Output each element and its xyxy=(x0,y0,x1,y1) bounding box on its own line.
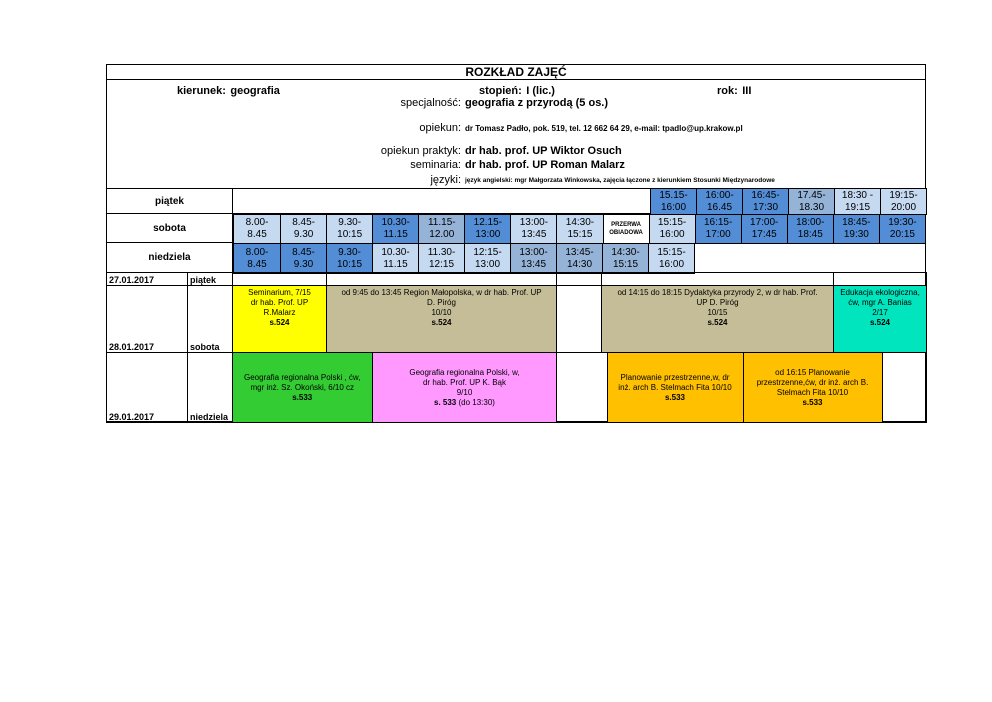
time-slot-sobota xyxy=(373,215,419,244)
class-line: Seminarium, 7/15 xyxy=(248,288,311,297)
class-planowanie-cw xyxy=(743,353,882,422)
class-geografia-regionalna-w xyxy=(372,353,557,422)
time-slot-start: 19:15- xyxy=(889,189,918,201)
class-line: 10/10 xyxy=(431,308,452,317)
time-slot-end: 11.15 xyxy=(383,258,408,270)
time-slot-end: 15:15 xyxy=(567,229,593,240)
time-slot-niedziela xyxy=(327,244,373,274)
class-line: 10/15 xyxy=(707,308,728,317)
time-slot-start: 11.15- xyxy=(427,217,456,228)
grid-day-piatek: piątek xyxy=(107,189,233,214)
class-line: mgr inż. Sz. Okoński, 6/10 cz xyxy=(250,382,355,392)
class-room: s.524 xyxy=(869,318,891,327)
class-line: Stelmach Fita 10/10 xyxy=(776,387,849,397)
class-geografia-regionalna-cw xyxy=(233,353,372,422)
class-line: Geografia regionalna Polski , ćw, xyxy=(243,372,361,382)
class-room: s.533 xyxy=(802,397,823,407)
empty-cell xyxy=(834,273,927,286)
class-line: inż. arch B. Stelmach Fita 10/10 xyxy=(618,382,732,392)
rok-label: rok: xyxy=(717,85,738,97)
time-slot-start: 15:15- xyxy=(657,217,687,228)
time-slot-end: 20:00 xyxy=(890,201,917,213)
sobota-time-grid xyxy=(233,214,926,244)
time-slot-end: 18:45 xyxy=(797,229,823,240)
time-slot-end: 10:15 xyxy=(337,229,363,240)
page-title: ROZKŁAD ZAJĘĆ xyxy=(107,65,925,80)
time-slot-start: 10.30- xyxy=(381,217,410,228)
time-slot-end: OBIADOWA xyxy=(609,230,643,236)
time-slot-sobota xyxy=(511,215,557,244)
time-slot-piatek xyxy=(743,189,789,215)
class-line: od 16:15 Planowanie xyxy=(775,367,850,377)
schedule-row-piatek xyxy=(107,273,927,286)
time-slot-end: 12:15 xyxy=(428,258,455,270)
time-slot-start: 16:45- xyxy=(751,189,780,201)
time-slot-end: 19:15 xyxy=(844,201,871,213)
time-slot-start: 11.30- xyxy=(427,246,456,258)
time-slot-start: 19:30- xyxy=(888,217,917,228)
time-slot-sobota xyxy=(557,215,603,244)
time-slot-niedziela xyxy=(281,244,327,274)
grid-day-sobota: sobota xyxy=(107,214,233,243)
time-slot-end: 20:15 xyxy=(889,229,915,240)
schedule-sheet xyxy=(106,64,926,422)
class-line: Planowanie przestrzenne,w, dr xyxy=(620,372,730,382)
class-line: dr hab. Prof. UP K. Bąk xyxy=(422,377,506,387)
seminaria-label: seminaria: xyxy=(410,159,461,171)
time-slot-end: 11.15 xyxy=(383,229,408,240)
class-room: s. 533 xyxy=(434,397,457,407)
time-slot-end: 12.00 xyxy=(429,229,455,240)
schedule-row-niedziela xyxy=(107,353,927,423)
time-slot-end: 9.30 xyxy=(293,229,314,240)
opiekun-value: dr Tomasz Padło, pok. 519, tel. 12 662 64 29, e-mail: tpadlo@up.krakow.pl xyxy=(465,124,743,133)
time-slot-start: 18:45- xyxy=(842,217,871,228)
time-slot-sobota xyxy=(787,215,833,244)
specjalnosc-label: specjalność: xyxy=(400,97,461,109)
class-line: dr hab. Prof. UP xyxy=(250,298,309,307)
time-slot-sobota xyxy=(695,215,741,244)
opiekun-praktyk-label: opiekun praktyk: xyxy=(380,145,461,157)
time-slot-end: 15:15 xyxy=(612,258,639,270)
schedule-row-sobota xyxy=(107,286,927,353)
time-slot-start: 17.45- xyxy=(797,189,826,201)
time-slot-start: 16:00- xyxy=(705,189,734,201)
time-slot-start: 9.30- xyxy=(338,246,361,258)
time-slot-sobota xyxy=(419,215,465,244)
time-slot-end: 18.30 xyxy=(798,201,825,213)
time-slot-end: 8.45 xyxy=(247,258,267,270)
time-slot-start: 18:00- xyxy=(796,217,825,228)
time-slot-end: 17:00 xyxy=(705,229,731,240)
time-slot-sobota xyxy=(879,215,925,244)
class-room: s.524 xyxy=(431,318,452,327)
time-slot-start: 8.00- xyxy=(245,246,269,258)
time-slot-end: 17:45 xyxy=(751,229,777,240)
time-slot-niedziela xyxy=(465,244,511,274)
time-slot-niedziela xyxy=(557,244,603,274)
niedziela-split-cell xyxy=(233,353,557,423)
class-room-note: (do 13:30) xyxy=(456,397,495,407)
time-slot-end: 16:00 xyxy=(660,201,687,213)
empty-cell xyxy=(602,273,834,286)
grid-day-niedziela: niedziela xyxy=(107,243,233,273)
class-region-malopolska xyxy=(327,286,557,353)
time-slot-piatek xyxy=(835,189,881,215)
class-line: R.Malarz xyxy=(263,308,296,317)
time-slot-end: 13:00 xyxy=(474,258,501,270)
time-slot-piatek xyxy=(881,189,927,215)
time-slot-end: 9.30 xyxy=(293,258,314,270)
time-slot-end: 13:45 xyxy=(520,258,547,270)
empty-cell xyxy=(557,273,602,286)
time-slot-start: 13:00- xyxy=(519,217,549,228)
class-line: 2/17 xyxy=(872,308,888,317)
opiekun-praktyk-value: dr hab. prof. UP Wiktor Osuch xyxy=(465,145,622,157)
time-slot-end: 14:30 xyxy=(566,258,593,270)
time-slot-start: 14:30- xyxy=(611,246,640,258)
time-slot-sobota xyxy=(741,215,787,244)
empty-cell xyxy=(327,273,557,286)
time-slot-niedziela xyxy=(419,244,465,274)
time-slot-start: 8.45- xyxy=(292,246,315,258)
time-slot-sobota xyxy=(603,215,649,244)
rok-row xyxy=(717,81,751,99)
time-slot-start: 15.15- xyxy=(659,189,688,201)
time-slot-start: 14:30- xyxy=(565,217,595,228)
time-slot-start: 12:15- xyxy=(473,246,502,258)
kierunek-row xyxy=(177,81,280,99)
jezyki-value: język angielski: mgr Małgorzata Winkowska, zajęcia łączone z kierunkiem Stosunki Międzynarodowe xyxy=(465,177,775,184)
time-slot-piatek xyxy=(789,189,835,215)
time-slot-start: 13:00- xyxy=(519,246,548,258)
time-slot-niedziela xyxy=(511,244,557,274)
time-slot-niedziela xyxy=(649,244,695,274)
class-room: s.524 xyxy=(269,318,290,327)
time-slot-end: 19:30 xyxy=(843,229,869,240)
time-slot-end: 16:00 xyxy=(659,229,685,240)
class-dydaktyka-przyrody xyxy=(602,286,834,353)
time-slot-sobota xyxy=(327,215,373,244)
grid-empty-piatek xyxy=(233,189,651,214)
time-slot-start: 8.00- xyxy=(245,217,269,228)
time-slot-end: 8.45 xyxy=(247,229,267,240)
class-line: D. Piróg xyxy=(427,298,456,307)
schedule-day: piątek xyxy=(188,273,233,286)
time-slot-end: 13:45 xyxy=(521,229,547,240)
class-line: Edukacja ekologiczna, xyxy=(840,288,920,297)
stopien-value: I (lic.) xyxy=(526,85,555,97)
empty-cell xyxy=(557,353,607,422)
class-room: s.533 xyxy=(664,392,686,402)
time-slot-sobota xyxy=(465,215,511,244)
time-slot-start: 9.30- xyxy=(338,217,362,228)
schedule-table xyxy=(106,272,927,423)
time-slot-start: 10.30- xyxy=(381,246,410,258)
time-slot-end: 13:00 xyxy=(475,229,501,240)
kierunek-label: kierunek: xyxy=(177,85,226,97)
schedule-date: 28.01.2017 xyxy=(107,286,188,353)
time-slot-sobota xyxy=(234,215,281,244)
niedziela-time-grid xyxy=(233,243,695,274)
time-slot-start: 18:30 - xyxy=(841,189,874,201)
time-slot-start: 17:00- xyxy=(750,217,779,228)
stopien-label: stopień: xyxy=(479,85,522,97)
kierunek-value: geografia xyxy=(230,85,280,97)
time-slot-sobota xyxy=(281,215,327,244)
class-line: ćw, mgr A. Banias xyxy=(848,298,912,307)
class-line: od 9:45 do 13:45 Region Małopolska, w dr hab. Prof. UP xyxy=(341,288,542,297)
time-slot-end: 16:00 xyxy=(658,258,685,270)
jezyki-label: języki: xyxy=(430,174,461,186)
time-slot-niedziela xyxy=(603,244,649,274)
class-line: 9/10 xyxy=(456,387,473,397)
schedule-day: niedziela xyxy=(188,353,233,423)
time-slot-niedziela xyxy=(373,244,419,274)
time-slot-piatek xyxy=(651,189,697,215)
niedziela-split-cell xyxy=(557,353,927,423)
class-edukacja-ekologiczna xyxy=(834,286,927,353)
class-line: od 14:15 do 18:15 Dydaktyka przyrody 2, w dr hab. Prof. xyxy=(617,288,818,297)
class-line: UP D. Piróg xyxy=(696,298,739,307)
time-slot-start: 12.15- xyxy=(473,217,503,228)
time-slot-niedziela xyxy=(234,244,281,274)
time-slot-start: 15:15- xyxy=(657,246,686,258)
time-slot-start: 13:45- xyxy=(565,246,594,258)
time-slot-start: 16:15- xyxy=(703,217,733,228)
piatek-time-grid xyxy=(650,188,927,215)
specjalnosc-value: geografia z przyrodą (5 os.) xyxy=(465,97,609,109)
seminaria-value: dr hab. prof. UP Roman Malarz xyxy=(465,159,625,171)
time-slot-sobota xyxy=(833,215,879,244)
time-slot-start: 8.45- xyxy=(292,217,315,228)
class-line: przestrzenne,ćw, dr inż. arch B. xyxy=(756,377,869,387)
class-line: Geografia regionalna Polski, w, xyxy=(409,367,520,377)
empty-cell xyxy=(882,353,927,422)
schedule-date: 27.01.2017 xyxy=(107,273,188,286)
class-seminarium xyxy=(233,286,327,353)
rok-value: III xyxy=(742,85,752,97)
class-room: s.524 xyxy=(707,318,728,327)
empty-cell xyxy=(557,286,602,353)
time-slot-sobota xyxy=(649,215,695,244)
class-room: s.533 xyxy=(292,392,313,402)
empty-cell xyxy=(233,273,327,286)
time-slot-end: 10:15 xyxy=(336,258,363,270)
schedule-day: sobota xyxy=(188,286,233,353)
time-slot-end: 16.45 xyxy=(706,201,733,213)
time-slot-start: PRZERWA xyxy=(611,222,641,228)
class-planowanie-w xyxy=(607,353,743,422)
opiekun-label: opiekun: xyxy=(419,122,461,134)
time-slot-end: 17:30 xyxy=(752,201,779,213)
schedule-date: 29.01.2017 xyxy=(107,353,188,423)
time-slot-piatek xyxy=(697,189,743,215)
